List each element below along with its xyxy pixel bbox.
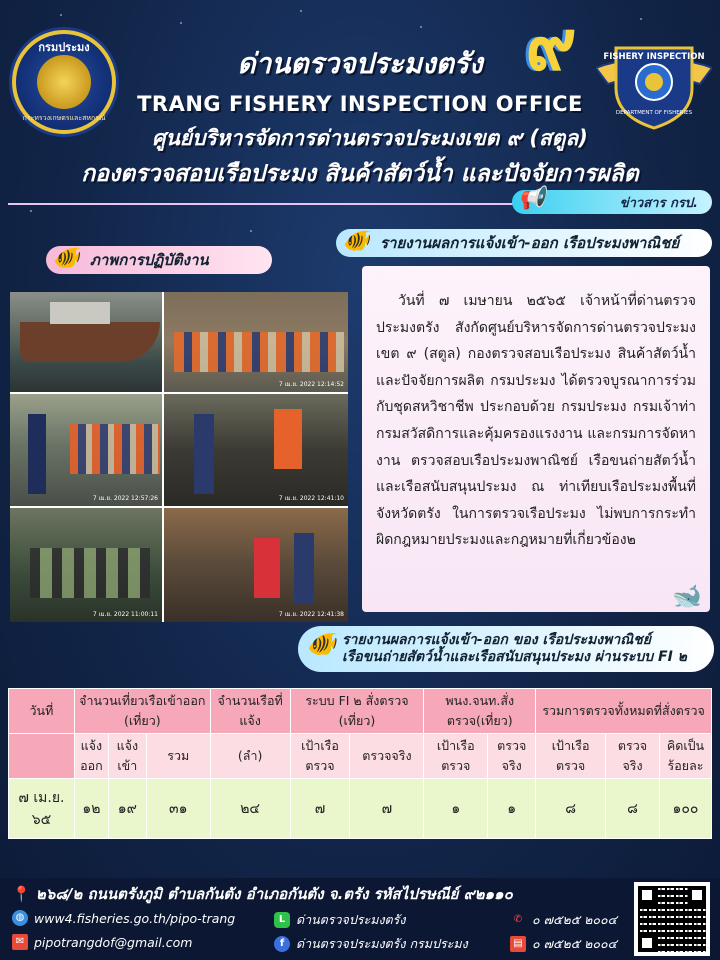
- news-tag: [512, 186, 712, 214]
- inspection-report-table: [8, 688, 712, 839]
- header-divider: [8, 203, 513, 205]
- center-title: ศูนย์บริหารจัดการด่านตรวจประมงเขต ๙ (สตูล): [152, 126, 588, 150]
- sub-sum: รวม: [146, 734, 210, 779]
- sub-total-target: เป้าเรือตรวจ: [536, 734, 606, 779]
- department-logo: [12, 30, 116, 134]
- line-icon: L: [274, 912, 290, 928]
- cell-sum: ๓๑: [146, 779, 210, 839]
- sub-pnj-actual: ตรวจจริง: [488, 734, 536, 779]
- header-boats: จำนวนเรือที่แจ้ง: [210, 689, 290, 734]
- sub-pnj-target: เป้าเรือตรวจ: [424, 734, 488, 779]
- footer-phone[interactable]: [510, 910, 617, 930]
- sub-unit: (ลำ): [210, 734, 290, 779]
- fax-icon: ▤: [510, 936, 526, 952]
- footer-address: [12, 882, 513, 906]
- sub-percent: คิดเป็นร้อยละ: [659, 734, 711, 779]
- office-title-thai: ด่านตรวจประมงตรัง: [237, 47, 483, 80]
- header-date: วันที่: [9, 689, 75, 734]
- header-fi2: ระบบ FI ๒ สั่งตรวจ (เที่ยว): [290, 689, 424, 734]
- table-row: [9, 779, 712, 839]
- fi2-label-line2: เรือขนถ่ายสัตว์น้ำและเรือสนับสนุนประมง ผ่านระบบ FI ๒: [342, 649, 687, 665]
- footer-facebook[interactable]: [274, 934, 468, 954]
- photo-inspection-queue: 7 เม.ย. 2022 12:57:26: [10, 394, 162, 506]
- report-section-text: รายงานผลการแจ้งเข้า-ออก เรือประมงพาณิชย์: [380, 234, 680, 252]
- report-body-text: วันที่ ๗ เมษายน ๒๕๖๕ เจ้าหน้าที่ด่านตรวจประมงตรัง สังกัดศูนย์บริหารจัดการด่านตรวจประมง เขต ๙ (สตูล) กองตรวจสอบเรือประมง สินค้าสัตว์น้ำ และปัจจัยการผลิต กรมประมง ได้ตรวจบูรณาการร่วมกับชุดสหวิชาชีพ ประกอบด้วย กรมประมง กรมเจ้าท่า กรมสวัสดิการและคุ้มครองแรงงาน และกรมการจัดหางาน ตรวจสอบเรือประมงพาณิชย์ เรือขนถ่ายสัตว์น้ำและเรือสนับสนุนประมง ณ ท่าเทียบเรือประมงพื้นที่จังหวัดตรัง ในการตรวจเรือประมง ไม่พบการกระทำผิดกฎหมายประมงและกฎหมายที่เกี่ยวข้อง๒: [376, 293, 696, 549]
- report-text-panel: [362, 266, 710, 612]
- zone-numeral: ๙: [525, 3, 577, 86]
- line-account[interactable]: ด่านตรวจประมงตรัง: [296, 912, 406, 927]
- sub-in: แจ้งเข้า: [108, 734, 146, 779]
- cell-boats: ๒๔: [210, 779, 290, 839]
- logo-left-bottom-text: กระทรวงเกษตรและสหกรณ์: [22, 114, 106, 122]
- cell-total-target: ๘: [536, 779, 606, 839]
- division-title: กองตรวจสอบเรือประมง สินค้าสัตว์น้ำ และปัจจัยการผลิต: [81, 161, 639, 187]
- footer-line[interactable]: [274, 910, 406, 930]
- header-pnj: พนง.จนท.สั่งตรวจ(เที่ยว): [424, 689, 536, 734]
- badge-top-text: FISHERY INSPECTION: [603, 52, 705, 62]
- cell-total-actual: ๘: [606, 779, 660, 839]
- sub-fi2-target: เป้าเรือตรวจ: [290, 734, 350, 779]
- activity-section-label: [46, 246, 272, 274]
- whale-icon: 🐋: [672, 582, 702, 610]
- qr-code[interactable]: [634, 882, 710, 956]
- email-icon: ✉: [12, 934, 28, 950]
- footer-website[interactable]: [12, 910, 235, 926]
- photo-crew-lineup: 7 เม.ย. 2022 12:14:52: [164, 292, 348, 392]
- cell-out: ๑๒: [74, 779, 108, 839]
- fi2-label-line1: รายงานผลการแจ้งเข้า-ออก ของ เรือประมงพาณิชย์: [342, 632, 651, 648]
- logo-left-top-text: กรมประมง: [38, 41, 90, 54]
- fi2-section-label: [298, 626, 714, 672]
- photo-collage: [10, 292, 348, 622]
- sub-total-actual: ตรวจจริง: [606, 734, 660, 779]
- fish-icon: 🐠: [342, 229, 370, 254]
- photo-market-hall: 7 เม.ย. 2022 11:00:11: [10, 508, 162, 622]
- sub-fi2-actual: ตรวจจริง: [350, 734, 424, 779]
- website-link[interactable]: www4.fisheries.go.th/pipo-trang: [34, 910, 236, 926]
- cell-percent: ๑๐๐: [659, 779, 711, 839]
- news-tag-label: ข่าวสาร กรป.: [619, 195, 698, 211]
- photo-document-check: 7 เม.ย. 2022 12:41:38: [164, 508, 348, 622]
- cell-pnj-actual: ๑: [488, 779, 536, 839]
- cell-pnj-target: ๑: [424, 779, 488, 839]
- facebook-icon: f: [274, 936, 290, 952]
- facebook-page[interactable]: ด่านตรวจประมงตรัง กรมประมง: [296, 936, 468, 951]
- megaphone-icon: 📢: [518, 186, 546, 211]
- fax-number[interactable]: ๐ ๗๕๒๕ ๒๐๐๔: [532, 936, 618, 951]
- badge-bottom-text: DEPARTMENT OF FISHERIES: [615, 110, 693, 116]
- photo-officers-dock: 7 เม.ย. 2022 12:41:10: [164, 394, 348, 506]
- phone-number[interactable]: ๐ ๗๕๒๕ ๒๐๐๔: [532, 912, 618, 927]
- header-total: รวมการตรวจทั้งหมดที่สั่งตรวจ: [536, 689, 712, 734]
- office-title-english: TRANG FISHERY INSPECTION OFFICE: [137, 92, 583, 116]
- cell-date: ๗ เม.ย. ๖๕: [9, 779, 75, 839]
- photo-boat: [10, 292, 162, 392]
- cell-fi2-target: ๗: [290, 779, 350, 839]
- report-section-label: [336, 229, 712, 257]
- qr-pattern: [638, 886, 706, 952]
- cell-in: ๑๙: [108, 779, 146, 839]
- email-link[interactable]: pipotrangdof@gmail.com: [34, 934, 193, 950]
- header-trips: จำนวนเที่ยวเรือเข้าออก (เที่ยว): [74, 689, 210, 734]
- activity-section-text: ภาพการปฏิบัติงาน: [90, 251, 209, 269]
- location-pin-icon: 📍: [12, 885, 31, 903]
- footer-email[interactable]: [12, 934, 192, 950]
- emblem-icon: [37, 55, 91, 109]
- globe-icon: ◍: [12, 910, 28, 926]
- table-subheader-row: [9, 734, 712, 779]
- fish-icon: 🐠: [306, 630, 336, 658]
- address-text: ๒๖๘/๒ ถนนตรังภูมิ ตำบลกันตัง อำเภอกันตัง จ.ตรัง รหัสไปรษณีย์ ๙๒๑๑๐: [35, 885, 513, 903]
- sub-out: แจ้งออก: [74, 734, 108, 779]
- footer-fax[interactable]: [510, 934, 617, 954]
- fishery-inspection-badge: [596, 34, 712, 130]
- cell-fi2-actual: ๗: [350, 779, 424, 839]
- phone-icon: ✆: [513, 914, 523, 925]
- fish-icon: 🐠: [52, 246, 80, 271]
